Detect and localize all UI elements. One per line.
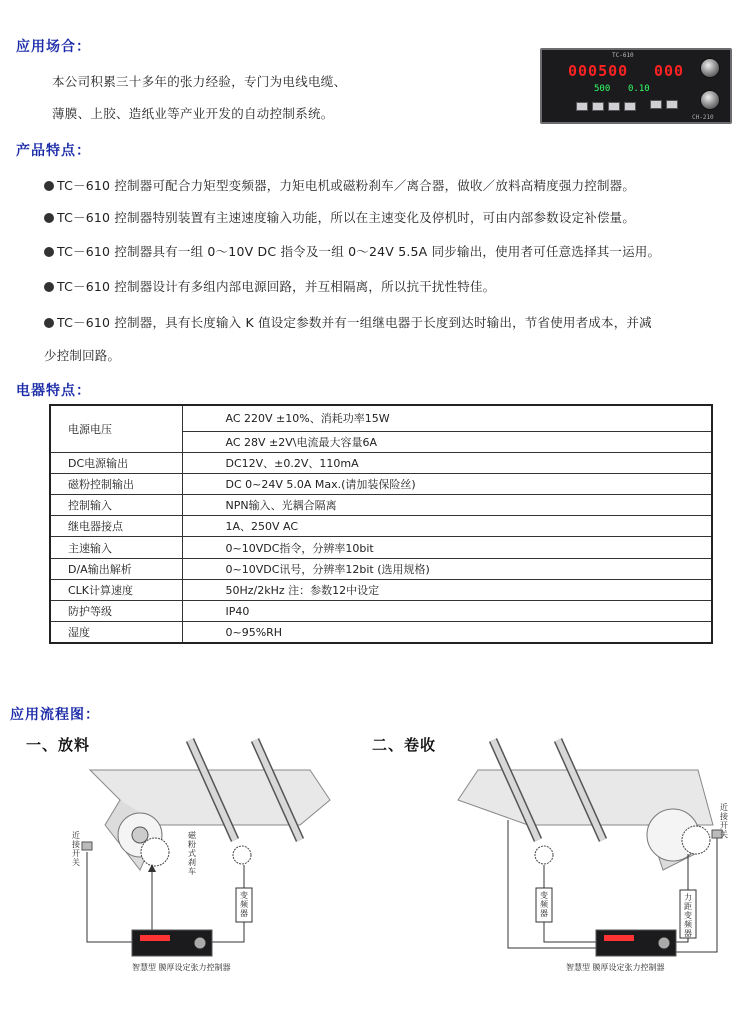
device-button-2 [592,102,604,111]
spec-label: DC电源输出 [50,452,182,473]
spec-label: 磁粉控制输出 [50,473,182,494]
feature-item-5-continued: 少控制回路。 [44,348,121,363]
roll-core [132,827,148,843]
spec-label: 主速输入 [50,537,182,558]
intro-line-2: 薄膜、上胶、造纸业等产业开发的自动控制系统。 [52,106,334,121]
table-row [50,452,712,473]
unwind-diagram [60,730,350,990]
device-label: TC-610 [612,52,634,59]
controller-device-image [540,48,732,124]
feature-text: TC－610 控制器特别装置有主速速度输入功能，所以在主速变化及停机时，可由内部参数设定补偿量。 [57,210,636,225]
spec-value: 50Hz/2kHz 注：参数12中设定 [182,579,712,600]
feature-item-5 [44,313,652,331]
section-heading-electrical: 电器特点： [16,383,91,399]
left-inverter-label: 变频器 [240,891,248,918]
flow-left-title: 一、放料 [26,736,91,754]
wire [212,922,244,942]
device-small-display-left: 500 [594,84,611,94]
section-heading-features: 产品特点： [16,143,91,159]
brake-label: 磁粉式刹车 [188,831,196,876]
table-row [50,537,712,558]
device-button-6 [666,100,678,109]
right-controller-caption: 智慧型 膜厚设定张力控制器 [566,963,665,972]
spec-value: DC12V、±0.2V、110mA [182,452,712,473]
intro-line-1: 本公司积累三十多年的张力经验，专门为电线电缆、 [52,74,347,89]
table-row [50,579,712,600]
device-main-display: 000500 [568,62,629,80]
spec-label: 湿度 [50,622,182,643]
controller-knob [194,937,206,949]
device-knob-bottom [700,90,720,110]
table-row [50,405,712,431]
motor-gear [682,826,710,854]
bullet-icon [44,282,54,292]
device-side-display: 000 [654,62,685,80]
spec-label: CLK计算速度 [50,579,182,600]
device-button-4 [624,102,636,111]
feature-text: TC－610 控制器，具有长度输入 K 值设定参数并有一组继电器于长度到达时输出，节省使用者成本，并减 [57,315,652,330]
device-small-display-right: 0.10 [628,84,650,94]
feature-text: TC－610 控制器具有一组 0～10V DC 指令及一组 0～24V 5.5A 同步输出，使用者可任意选择其一运用。 [57,244,661,259]
feature-text: TC－610 控制器可配合力矩型变频器，力矩电机或磁粉刹车／离合器，做收／放料高精度强力控制器。 [57,178,636,193]
device-button-1 [576,102,588,111]
feature-text: TC－610 控制器设计有多组内部电源回路，并互相隔离，所以抗干扰性特佳。 [57,279,496,294]
spec-value: NPN输入、光耦合隔离 [182,495,712,516]
spec-value: DC 0~24V 5.0A Max.(请加装保险丝) [182,473,712,494]
spec-label: 继电器接点 [50,516,182,537]
spec-table [49,404,713,644]
right-switch-label: 近接开关 [720,803,728,839]
spec-value: AC 220V ±10%、消耗功率15W [182,405,712,431]
bullet-icon [44,181,54,191]
feature-item-3 [44,242,660,260]
bullet-icon [44,247,54,257]
table-row [50,473,712,494]
flow-right-title: 二、卷收 [372,736,437,754]
brake-gear [141,838,169,866]
wire [508,820,596,948]
wire [87,852,132,942]
left-switch-label: 近接开关 [72,831,80,867]
section-heading-application: 应用场合： [16,39,91,55]
spec-label: 防护等级 [50,601,182,622]
controller-display [604,935,634,941]
section-heading-flowchart: 应用流程图： [10,707,100,723]
spec-value: AC 28V ±2V\电流最大容量6A [182,431,712,452]
device-model: CH-210 [692,114,714,121]
spec-value: IP40 [182,601,712,622]
proximity-switch-icon [82,842,92,850]
wire [676,938,688,942]
device-knob-top [700,58,720,78]
feature-item-1 [44,176,635,194]
controller-knob [658,937,670,949]
controller-display [140,935,170,941]
feature-item-2 [44,208,635,226]
bullet-icon [44,213,54,223]
bullet-icon [44,318,54,328]
rewind-diagram [448,730,738,990]
table-row [50,622,712,643]
device-button-3 [608,102,620,111]
spec-value: 1A、250V AC [182,516,712,537]
spec-value: 0~10VDC讯号，分辨率12bit (选用规格) [182,558,712,579]
spec-label: 电源电压 [50,405,182,452]
table-row [50,495,712,516]
spec-value: 0~10VDC指令，分辨率10bit [182,537,712,558]
table-row [50,516,712,537]
wire [544,922,596,942]
feature-item-4 [44,277,495,295]
spec-label: D/A输出解析 [50,558,182,579]
device-button-5 [650,100,662,109]
table-row [50,558,712,579]
table-row [50,601,712,622]
spec-label: 控制输入 [50,495,182,516]
torque-inverter-label: 力距变频器 [684,893,692,938]
right-inverter-label: 变频器 [540,891,548,918]
spec-value: 0~95%RH [182,622,712,643]
left-controller-caption: 智慧型 膜厚设定张力控制器 [132,963,231,972]
